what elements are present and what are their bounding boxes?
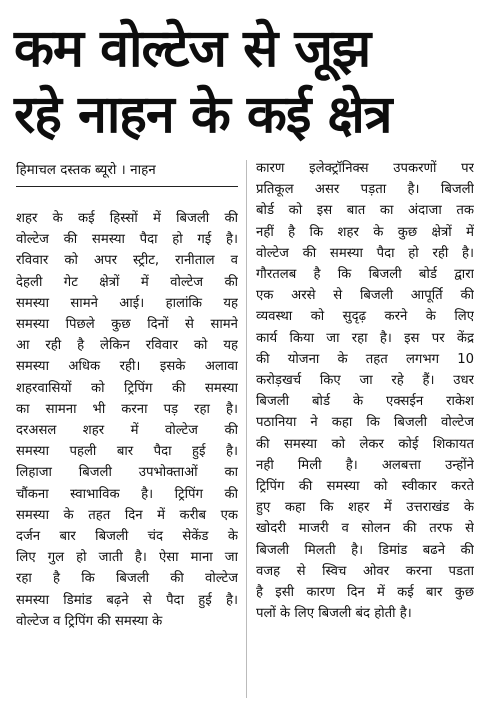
byline-underline — [16, 186, 238, 187]
article-line: चौंकना स्वाभाविक है। ट्रिपिंग की — [16, 486, 238, 502]
article-line: दरअसल शहर में वोल्टेज की — [16, 423, 238, 439]
article-line: पठानिया ने कहा कि बिजली वोल्टेज — [256, 415, 474, 431]
article-line: समस्या पिछले कुछ दिनों से सामने — [16, 317, 238, 333]
article-line: बोर्ड को इस बात का अंदाजा तक — [256, 203, 474, 219]
article-line: समस्या पहली बार पैदा हुई है। — [16, 444, 238, 460]
article-line: नही मिली है। अलबत्ता उन्होंने — [256, 457, 474, 473]
article-line: लिहाजा बिजली उपभोक्ताओं का — [16, 465, 238, 481]
article-line: वोल्टेज व ट्रिपिंग की समस्या के — [16, 613, 163, 629]
headline-line-1: कम वोल्टेज से जूझ — [14, 19, 371, 79]
article-line: बिजली मिलती है। डिमांड बढने की — [256, 542, 474, 558]
article-line: लिए गुल हो जाती है। ऐसा माना जा — [16, 550, 238, 566]
article-line: का सामना भी करना पड़ रहा है। — [16, 401, 238, 417]
article-line: देहली गेट क्षेत्रों में वोल्टेज की — [16, 274, 238, 290]
article-line: आ रही है लेकिन रविवार को यह — [16, 338, 238, 354]
article-line: वोल्टेज की समस्या पैदा हो रही है। — [256, 245, 474, 261]
article-line: ट्रिपिंग की समस्या को स्वीकार करते — [256, 479, 474, 495]
article-line: दर्जन बार बिजली चंद सेकेंड के — [16, 529, 238, 545]
article-line: पलों के लिए बिजली बंद होती है। — [256, 606, 412, 622]
article-line: शहर के कई हिस्सों में बिजली की — [16, 211, 238, 226]
article-line: हुए कहा कि शहर में उत्तराखंड के — [256, 500, 474, 516]
article-column-right — [256, 158, 474, 624]
article-line: की समस्या को लेकर कोई शिकायत — [256, 436, 474, 452]
article-line: रहा है कि बिजली की वोल्टेज — [16, 571, 238, 587]
article-line: खोदरी माजरी व सोलन की तरफ से — [256, 521, 474, 537]
article-line: की योजना के तहत लगभग 10 — [256, 351, 474, 367]
article-line: समस्या के तहत दिन में करीब एक — [16, 507, 238, 523]
headline — [14, 16, 476, 148]
article-line: समस्या अधिक रही। इसके अलावा — [16, 359, 238, 375]
article-line: नहीं है कि शहर के कुछ क्षेत्रों में — [256, 224, 474, 240]
article-line: वजह से स्विच ओवर करना पडता — [256, 563, 474, 579]
article-line: शहरवासियों को ट्रिपिंग की समस्या — [16, 380, 238, 396]
article-line: प्रतिकूल असर पड़ता है। बिजली — [256, 182, 474, 198]
article-line: कार्य किया जा रहा है। इस पर केंद्र — [256, 330, 474, 346]
article-line: कारण इलेक्ट्रॉनिक्स उपकरणों पर — [256, 161, 474, 176]
column-divider — [246, 160, 247, 698]
article-line: बिजली बोर्ड के एक्सईन राकेश — [256, 394, 474, 410]
article-line: रविवार को अपर स्ट्रीट, रानीताल व — [16, 253, 238, 269]
article-line: व्यवस्था को सुदृढ़ करने के लिए — [256, 309, 474, 325]
article-line: है इसी कारण दिन में कई बार कुछ — [256, 585, 474, 601]
article-line: समस्या डिमांड बढ़ने से पैदा हुई है। — [16, 592, 238, 608]
headline-line-2: रहे नाहन के कई क्षेत्र — [14, 85, 392, 145]
article-line: समस्या सामने आई। हालांकि यह — [16, 295, 238, 311]
byline: हिमाचल दस्तक ब्यूरो । नाहन — [16, 162, 156, 178]
article-line: एक अरसे से बिजली आपूर्ति की — [256, 288, 474, 304]
article-line: वोल्टेज की समस्या पैदा हो गई है। — [16, 232, 238, 248]
article-line: करोड़खर्च किए जा रहे हैं। उधर — [256, 373, 474, 389]
article-line: गौरतलब है कि बिजली बोर्ड द्वारा — [256, 267, 474, 283]
article-column-left — [16, 208, 238, 632]
